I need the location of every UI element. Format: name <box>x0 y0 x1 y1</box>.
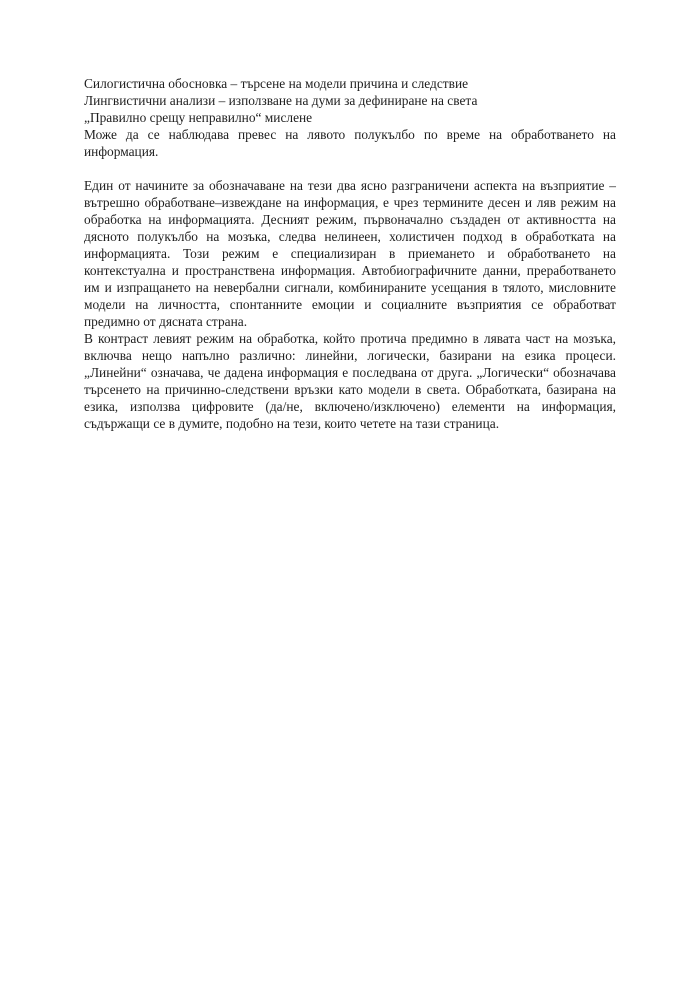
list-line-linguistic: Лингвистични анализи – използване на думи за дефиниране на света <box>84 93 478 108</box>
document-body <box>84 75 616 432</box>
list-line-right-wrong: „Правилно срещу неправилно“ мислене <box>84 110 313 125</box>
list-line-syllogistic: Силогистична обосновка – търсене на модели причина и следствие <box>84 76 469 91</box>
paragraph-left-mode: В контраст левият режим на обработка, който протича предимно в лявата част на мозъка, включва нещо напълно различно: линейни, логически, базирани на езика процеси. „Линейни“ означава, че дадена информация е последвана от друга. „Логически“ обозначава търсенето на причинно-следствени връзки като модели в света. Обработката, базирана на езика, използва цифровите (да/не, включено/изключено) елементи на информация, съдържащи се в думите, подобно на тези, които четете на тази страница. <box>84 331 616 431</box>
paragraph-right-mode: Един от начините за обозначаване на тези два ясно разграничени аспекта на възприятие – вътрешно обработване–извеждане на информация, е чрез термините десен и ляв режим на обработка на информацията. Десният режим, първоначално създаден от активността на дясното полукълбо на мозъка, следва нелинеен, холистичен подход в обработката на информацията. Този режим е специализиран в приемането и обработването на контекстуална и пространствена информация. Автобиографичните данни, преработването им и изпращането на невербални сигнали, комбинираните усещания в тялото, мисловните модели на личността, спонтанните емоции и социалните възприятия се обработват предимно от дясната страна. <box>84 178 616 329</box>
paragraph-gap <box>84 160 616 177</box>
paragraph-left-hemisphere: Може да се наблюдава превес на лявото полукълбо по време на обработването на информация. <box>84 127 616 159</box>
